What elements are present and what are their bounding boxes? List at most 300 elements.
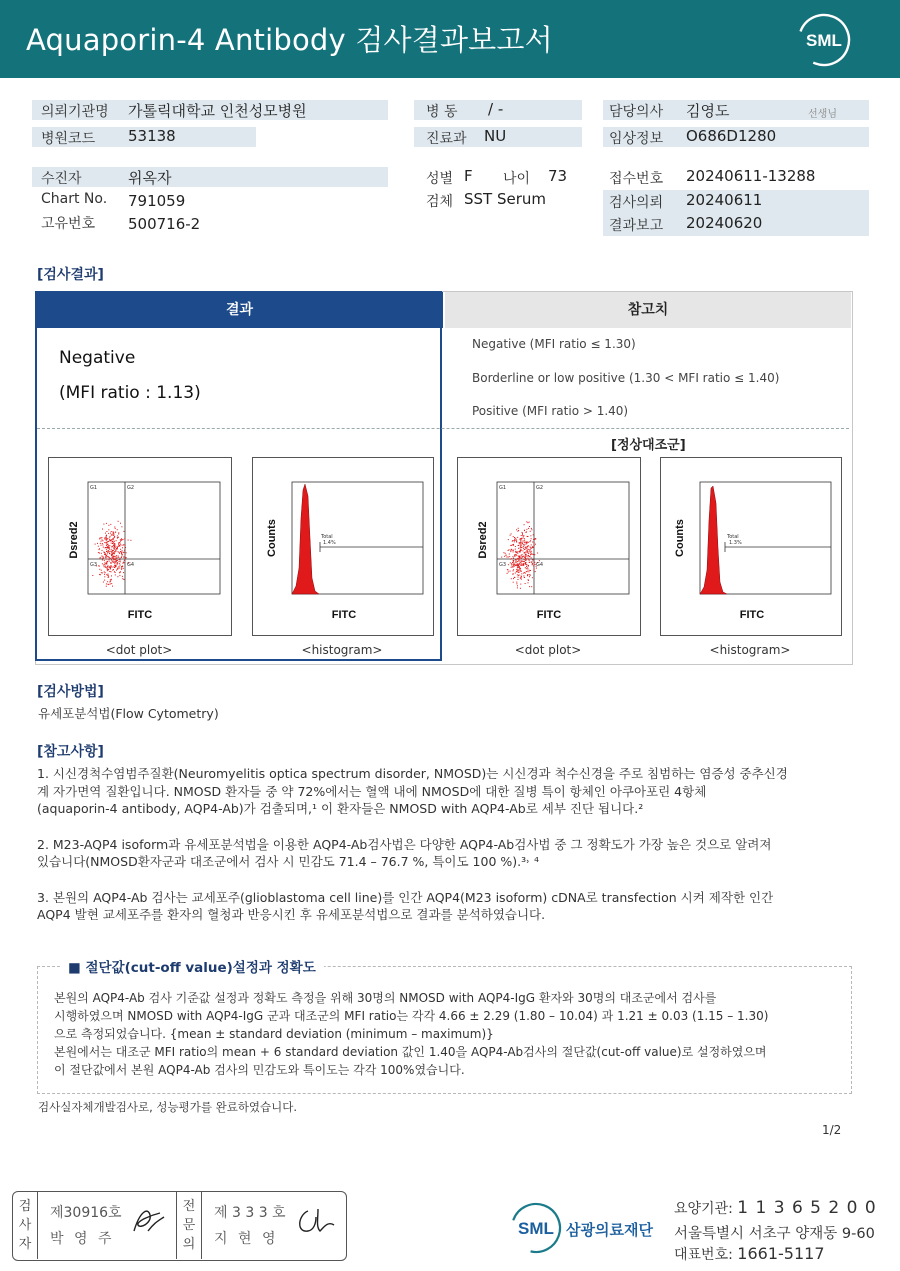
scatter-point [119, 546, 120, 547]
scatter-point [105, 533, 106, 534]
scatter-point [113, 533, 114, 534]
scatter-point [511, 558, 512, 559]
scatter-point [520, 551, 521, 552]
scatter-point [104, 571, 105, 572]
scatter-point [113, 550, 114, 551]
scatter-point [108, 584, 109, 585]
patient-dot-plot [48, 457, 232, 636]
scatter-point [99, 548, 100, 549]
scatter-point [518, 579, 519, 580]
scatter-point [117, 538, 118, 539]
scatter-point [101, 570, 102, 571]
scatter-point [121, 569, 122, 570]
scatter-point [106, 563, 107, 564]
scatter-point [114, 543, 115, 544]
scatter-point [530, 547, 531, 548]
scatter-point [112, 552, 113, 553]
scatter-point [107, 561, 108, 562]
scatter-point [119, 566, 120, 567]
scatter-point [124, 538, 125, 539]
scatter-point [535, 538, 536, 539]
request-label: 검사의뢰 [609, 195, 664, 211]
scatter-point [521, 555, 522, 556]
clinical-label: 임상정보 [609, 131, 664, 147]
scatter-point [100, 558, 101, 559]
scatter-point [108, 533, 109, 534]
scatter-point [104, 560, 105, 561]
scatter-point [122, 576, 123, 577]
scatter-point [105, 537, 106, 538]
control-histogram [660, 457, 842, 636]
scatter-point [102, 558, 103, 559]
scatter-point [529, 526, 530, 527]
scatter-point [508, 550, 509, 551]
scatter-point [107, 581, 108, 582]
scatter-point [526, 564, 527, 565]
scatter-point [120, 560, 121, 561]
scatter-point [518, 569, 519, 570]
scatter-point [518, 558, 519, 559]
scatter-point [519, 563, 520, 564]
scatter-point [120, 541, 121, 542]
scatter-point [525, 549, 526, 550]
scatter-point [123, 544, 124, 545]
scatter-point [522, 556, 523, 557]
scatter-point [123, 568, 124, 569]
scatter-point [529, 586, 530, 587]
scatter-point [508, 564, 509, 565]
scatter-point [113, 556, 114, 557]
scatter-point [108, 574, 109, 575]
scatter-point [104, 542, 105, 543]
note-1-line-2: 계 자가면역 질환입니다. NMOSD 환자들 중 약 72%에서는 혈액 내에 NMOSD에 대한 질병 특이 항체인 아쿠아포린 4항체 [37, 783, 707, 799]
scatter-point [519, 566, 520, 567]
scatter-point [531, 551, 532, 552]
phone-number: 1661-5117 [737, 1244, 825, 1263]
scatter-point [109, 537, 110, 538]
scatter-point [529, 570, 530, 571]
scatter-point [112, 541, 113, 542]
scatter-point [106, 557, 107, 558]
scatter-point [112, 567, 113, 568]
scatter-point [519, 559, 520, 560]
age-label: 나이 [503, 171, 531, 187]
scatter-point [530, 570, 531, 571]
scatter-point [99, 553, 100, 554]
scatter-point [513, 564, 514, 565]
scatter-point [529, 562, 530, 563]
scatter-point [520, 571, 521, 572]
scatter-point [122, 563, 123, 564]
scatter-point [115, 556, 116, 557]
doctor-value: 김영도 [686, 102, 730, 120]
sml-logo-icon [796, 12, 852, 68]
total-value: 1.4% [323, 540, 336, 546]
scatter-point [511, 578, 512, 579]
scatter-point [104, 566, 105, 567]
scatter-point [121, 553, 122, 554]
scatter-point [117, 529, 118, 530]
scatter-point [102, 543, 103, 544]
scatter-point [102, 563, 103, 564]
sex-value: F [464, 167, 473, 185]
scatter-point [116, 555, 117, 556]
scatter-point [117, 560, 118, 561]
scatter-point [111, 531, 112, 532]
scatter-point [520, 551, 521, 552]
page-number: 1/2 [822, 1123, 842, 1137]
scatter-point [521, 547, 522, 548]
scatter-point [118, 537, 119, 538]
scatter-point [524, 524, 525, 525]
scatter-point [526, 556, 527, 557]
scatter-point [521, 577, 522, 578]
scatter-point [513, 536, 514, 537]
scatter-point [521, 562, 522, 563]
scatter-point [516, 560, 517, 561]
note-2-line-1: 2. M23-AQP4 isoform과 유세포분석법을 이용한 AQP4-Ab검사법은 다양한 AQP4-Ab검사법 중 그 정확도가 가장 높은 것으로 알려져 [37, 836, 772, 852]
scatter-point [100, 543, 101, 544]
scatter-point [516, 539, 517, 540]
note-3-line-1: 3. 본원의 AQP4-Ab 검사는 교세포주(glioblastoma cell line)를 인간 AQP4(M23 isoform) cDNA로 transfection 시켜 제작한 인간 [37, 889, 774, 905]
scatter-point [510, 559, 511, 560]
scatter-point [106, 542, 107, 543]
scatter-point [99, 569, 100, 570]
total-label: Total [727, 534, 739, 540]
scatter-point [524, 540, 525, 541]
scatter-point [508, 571, 509, 572]
scatter-point [525, 558, 526, 559]
scatter-point [114, 541, 115, 542]
scatter-point [101, 541, 102, 542]
scatter-point [119, 561, 120, 562]
control-dot-plot-chart [458, 458, 640, 635]
scatter-point [507, 573, 508, 574]
scatter-point [530, 575, 531, 576]
receipt-label: 접수번호 [609, 171, 664, 187]
scatter-point [528, 545, 529, 546]
scatter-point [519, 552, 520, 553]
scatter-point [516, 529, 517, 530]
result-header: 결과 [36, 292, 443, 328]
scatter-point [531, 544, 532, 545]
scatter-point [520, 558, 521, 559]
scatter-point [528, 528, 529, 529]
scatter-point [100, 537, 101, 538]
scatter-point [107, 552, 108, 553]
scatter-point [532, 554, 533, 555]
scatter-point [526, 559, 527, 560]
scatter-point [125, 547, 126, 548]
scatter-point [108, 569, 109, 570]
scatter-point [526, 546, 527, 547]
scatter-point [534, 545, 535, 546]
scatter-point [522, 533, 523, 534]
scatter-point [520, 584, 521, 585]
scatter-point [525, 560, 526, 561]
scatter-point [115, 557, 116, 558]
scatter-point [118, 546, 119, 547]
scatter-point [531, 528, 532, 529]
scatter-point [524, 557, 525, 558]
scatter-point [119, 542, 120, 543]
scatter-point [111, 566, 112, 567]
scatter-point [119, 568, 120, 569]
scatter-point [128, 540, 129, 541]
request-value: 20240611 [686, 191, 763, 209]
control-dot-plot [457, 457, 641, 636]
scatter-point [514, 563, 515, 564]
scatter-point [510, 545, 511, 546]
scatter-point [123, 531, 124, 532]
scatter-point [106, 574, 107, 575]
scatter-point [116, 561, 117, 562]
scatter-point [527, 567, 528, 568]
scatter-point [520, 550, 521, 551]
scatter-point [532, 547, 533, 548]
scatter-point [520, 538, 521, 539]
doctor-label: 담당의사 [609, 104, 664, 120]
scatter-point [111, 583, 112, 584]
scatter-point [513, 560, 514, 561]
scatter-point [528, 555, 529, 556]
scatter-point [526, 529, 527, 530]
chart-label: Chart No. [41, 191, 108, 207]
scatter-point [526, 568, 527, 569]
examinee-row-bg [32, 167, 388, 187]
scatter-point [103, 582, 104, 583]
scatter-point [523, 548, 524, 549]
scatter-point [114, 563, 115, 564]
scatter-point [110, 533, 111, 534]
scatter-point [523, 561, 524, 562]
scatter-point [525, 552, 526, 553]
scatter-point [531, 554, 532, 555]
hospital-code-label: 병원코드 [41, 131, 96, 147]
scatter-point [510, 571, 511, 572]
scatter-point [123, 557, 124, 558]
scatter-point [508, 539, 509, 540]
scatter-point [121, 557, 122, 558]
sex-label: 성별 [426, 171, 454, 187]
scatter-point [522, 541, 523, 542]
scatter-point [102, 560, 103, 561]
scatter-point [510, 562, 511, 563]
quad-g3: G3 [499, 562, 507, 568]
cutoff-body [54, 989, 844, 1079]
scatter-point [120, 549, 121, 550]
scatter-point [525, 556, 526, 557]
institution-label: 의뢰기관명 [41, 104, 109, 120]
scatter-point [115, 532, 116, 533]
chart-value: 791059 [128, 192, 186, 210]
scatter-point [107, 544, 108, 545]
scatter-point [120, 540, 121, 541]
scatter-point [515, 565, 516, 566]
scatter-point [525, 583, 526, 584]
scatter-point [521, 571, 522, 572]
scatter-point [517, 587, 518, 588]
scatter-point [509, 554, 510, 555]
scatter-point [517, 553, 518, 554]
scatter-point [116, 548, 117, 549]
brand-name: 삼광의료재단 [566, 1221, 653, 1239]
scatter-point [109, 553, 110, 554]
scatter-point [116, 551, 117, 552]
scatter-point [512, 550, 513, 551]
notes-section-title: [참고사항] [37, 744, 104, 760]
quad-g1: G1 [90, 485, 98, 491]
scatter-point [118, 534, 119, 535]
scatter-point [529, 541, 530, 542]
scatter-point [517, 570, 518, 571]
scatter-point [528, 542, 529, 543]
scatter-point [107, 541, 108, 542]
scatter-point [122, 554, 123, 555]
scatter-point [99, 538, 100, 539]
scatter-point [115, 550, 116, 551]
scatter-point [528, 551, 529, 552]
scatter-point [527, 570, 528, 571]
scatter-point [121, 554, 122, 555]
cutoff-line-2: 시행하였으며 NMOSD with AQP4-IgG 군과 대조군의 MFI ratio는 각각 4.66 ± 2.29 (1.80 – 10.04) 과 1.21 ± 0.03 (1.15 – 1.30) [54, 1009, 769, 1023]
scatter-point [114, 549, 115, 550]
report-date-label: 결과보고 [609, 218, 664, 234]
scatter-point [106, 531, 107, 532]
scatter-point [113, 545, 114, 546]
scatter-point [513, 569, 514, 570]
scatter-point [106, 545, 107, 546]
scatter-point [513, 558, 514, 559]
scatter-point [107, 547, 108, 548]
scatter-point [104, 552, 105, 553]
scatter-point [107, 551, 108, 552]
x-axis-label: FITC [536, 609, 562, 621]
report-date-value: 20240620 [686, 214, 763, 232]
scatter-point [107, 569, 108, 570]
inspector-name: 박 영 주 [50, 1231, 115, 1247]
scatter-point [530, 549, 531, 550]
scatter-point [517, 561, 518, 562]
scatter-point [505, 555, 506, 556]
scatter-point [524, 553, 525, 554]
scatter-point [516, 565, 517, 566]
scatter-point [520, 540, 521, 541]
scatter-point [522, 547, 523, 548]
scatter-point [106, 562, 107, 563]
scatter-point [512, 567, 513, 568]
scatter-point [117, 569, 118, 570]
scatter-point [515, 561, 516, 562]
scatter-point [115, 574, 116, 575]
address: 서울특별시 서초구 양재동 9-60 [674, 1226, 875, 1242]
scatter-point [107, 539, 108, 540]
scatter-point [111, 540, 112, 541]
scatter-point [115, 561, 116, 562]
scatter-point [111, 575, 112, 576]
specimen-label: 검체 [426, 194, 454, 210]
scatter-point [117, 535, 118, 536]
scatter-point [106, 549, 107, 550]
scatter-point [98, 565, 99, 566]
specialist-label: 전문의 [182, 1199, 196, 1252]
scatter-point [114, 565, 115, 566]
scatter-point [114, 536, 115, 537]
scatter-point [98, 546, 99, 547]
scatter-point [100, 557, 101, 558]
scatter-point [113, 552, 114, 553]
scatter-point [517, 559, 518, 560]
scatter-point [104, 562, 105, 563]
scatter-point [102, 540, 103, 541]
scatter-point [104, 554, 105, 555]
histogram-peak [292, 484, 319, 594]
scatter-point [517, 552, 518, 553]
scatter-point [106, 586, 107, 587]
scatter-point [126, 552, 127, 553]
scatter-point [534, 542, 535, 543]
scatter-point [105, 572, 106, 573]
scatter-point [521, 535, 522, 536]
scatter-point [111, 562, 112, 563]
scatter-point [104, 574, 105, 575]
scatter-point [121, 567, 122, 568]
scatter-point [113, 553, 114, 554]
cutoff-line-5: 이 절단값에서 본원 AQP4-Ab 검사의 민감도와 특이도는 각각 100%였습니다. [54, 1063, 465, 1077]
unique-label: 고유번호 [41, 216, 96, 232]
result-section-title: [검사결과] [37, 267, 104, 283]
scatter-point [121, 526, 122, 527]
scatter-point [122, 545, 123, 546]
scatter-point [517, 585, 518, 586]
scatter-point [515, 559, 516, 560]
scatter-point [111, 560, 112, 561]
patient-dot-caption: <dot plot> [105, 643, 173, 657]
scatter-point [120, 572, 121, 573]
scatter-points [92, 521, 131, 587]
scatter-point [112, 557, 113, 558]
x-axis-label: FITC [127, 609, 153, 621]
scatter-point [525, 542, 526, 543]
scatter-point [105, 567, 106, 568]
scatter-point [110, 540, 111, 541]
scatter-point [529, 560, 530, 561]
scatter-point [520, 544, 521, 545]
scatter-point [109, 571, 110, 572]
scatter-point [103, 557, 104, 558]
scatter-point [103, 556, 104, 557]
scatter-point [519, 572, 520, 573]
scatter-point [117, 563, 118, 564]
scatter-point [519, 569, 520, 570]
cutoff-title: ■ 절단값(cut-off value)설정과 정확도 [60, 956, 324, 976]
ref-negative: Negative (MFI ratio ≤ 1.30) [472, 337, 636, 351]
inspector-signature-icon [130, 1203, 170, 1239]
method-text: 유세포분석법(Flow Cytometry) [38, 706, 219, 721]
scatter-point [531, 586, 532, 587]
scatter-point [512, 564, 513, 565]
scatter-point [514, 541, 515, 542]
scatter-point [513, 551, 514, 552]
scatter-point [118, 556, 119, 557]
scatter-point [506, 557, 507, 558]
scatter-point [112, 561, 113, 562]
scatter-point [120, 561, 121, 562]
scatter-point [537, 553, 538, 554]
scatter-point [524, 563, 525, 564]
control-label: [정상대조군] [611, 438, 686, 453]
scatter-point [518, 545, 519, 546]
